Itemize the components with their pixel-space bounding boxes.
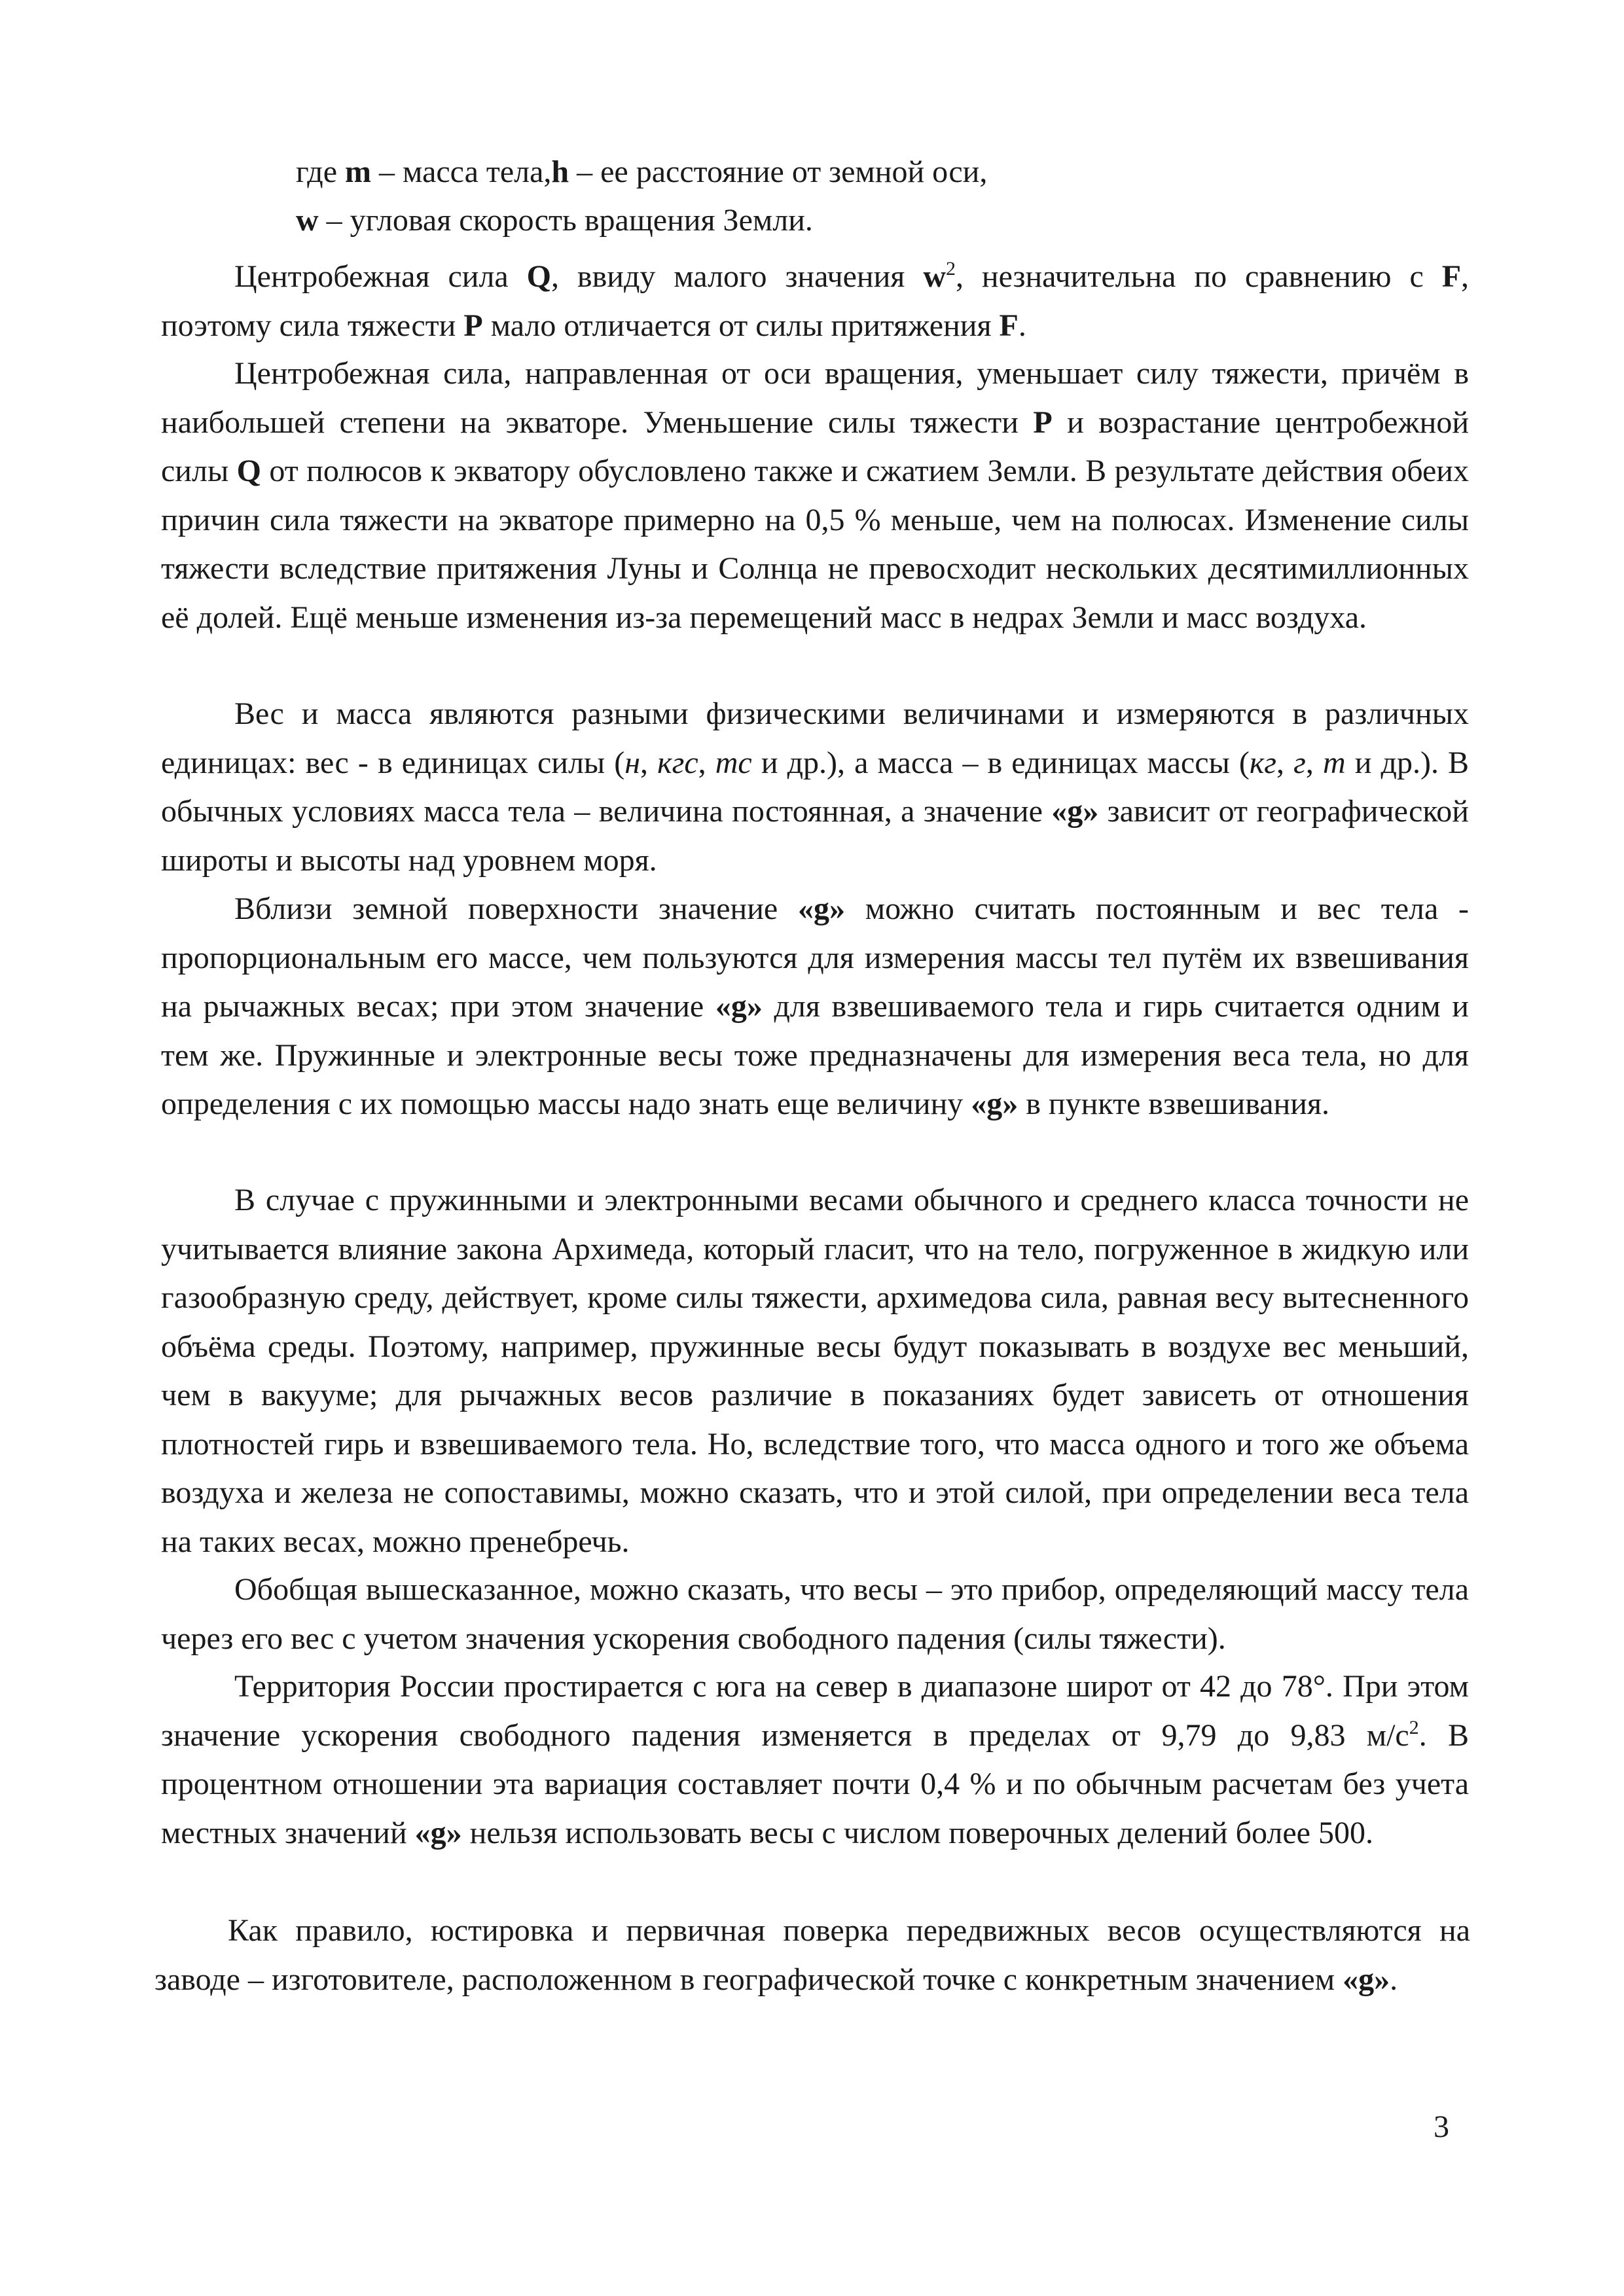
paragraph-4: Центробежная сила, направленная от оси вращения, уменьшает силу тяжести, причём в наибольшей степени на экваторе. Уменьшение силы тяжести P и возрастание центробежной силы Q от полюсов к экватору обусловлено также и сжатием Земли. В результате действия обеих причин сила тяжести на экваторе примерно на 0,5 % меньше, чем на полюсах. Изменение силы тяжести вследствие притяжения Луны и Солнца не превосходит нескольких десятимиллионных её долей. Ещё меньше изменения из-за перемещений масс в недрах Земли и масс воздуха. bbox=[161, 356, 1470, 635]
paragraph-5: Вес и масса являются разными физическими величинами и измеряются в различных единицах: вес - в единицах силы (н, кгс, тс и др.), а масса – в единицах массы (кг, г, т и др.). В обычных условиях масса тела – величина постоянная, а значение «g» зависит от географической широты и высоты над уровнем моря. bbox=[161, 696, 1470, 878]
paragraph-2: w – угловая скорость вращения Земли. bbox=[296, 203, 813, 238]
paragraph-6: Вблизи земной поверхности значение «g» можно считать постоянным и вес тела - пропорциональным его массе, чем пользуются для измерения массы тел путём их взвешивания на рычажных весах; при этом значение «g» для взвешиваемого тела и гирь считается одним и тем же. Пружинные и электронные весы тоже предназначены для измерения веса тела, но для определения с их помощью массы надо знать еще величину «g» в пункте взвешивания. bbox=[161, 891, 1469, 1121]
paragraph-9: Территория России простирается с юга на север в диапазоне широт от 42 до 78°. При этом значение ускорения свободного падения изменяется в пределах от 9,79 до 9,83 $м/с^2$. В процентном отношении эта вариация составляет почти 0,4 % и по обычным расчетам без учета местных значений «g» нельзя использовать весы с числом поверочных делений более 500. bbox=[161, 1669, 1469, 1850]
paragraph-8: Обобщая вышесказанное, можно сказать, что весы – это прибор, определяющий массу тела через его вес с учетом значения ускорения свободного падения (силы тяжести). bbox=[161, 1572, 1469, 1656]
page-number: 3 bbox=[1434, 2109, 1449, 2144]
paragraph-10: Как правило, юстировка и первичная поверка передвижных весов осуществляются на заводе – изготовителе, расположенном в географической точке с конкретным значением «g». bbox=[154, 1913, 1470, 1997]
paragraph-7: В случае с пружинными и электронными весами обычного и среднего класса точности не учитывается влияние закона Архимеда, который гласит, что на тело, погруженное в жидкую или газообразную среду, действует, кроме силы тяжести, архимедова сила, равная весу вытесненного объёма среды. Поэтому, например, пружинные весы будут показывать в воздухе вес меньший, чем в вакууме; для рычажных весов различие в показаниях будет зависеть от отношения плотностей гирь и взвешиваемого тела. Но, вследствие того, что масса одного и того же объема воздуха и железа не сопоставимы, можно сказать, что и этой силой, при определении веса тела на таких весах, можно пренебречь. bbox=[161, 1183, 1469, 1559]
paragraph-1: где m – масса тела,h – ее расстояние от земной оси, bbox=[296, 154, 988, 189]
paragraph-3: Центробежная сила Q, ввиду малого значения $w^2$, незначительна по сравнению с F, поэтому сила тяжести P мало отличается от силы притяжения F. bbox=[161, 258, 1470, 343]
